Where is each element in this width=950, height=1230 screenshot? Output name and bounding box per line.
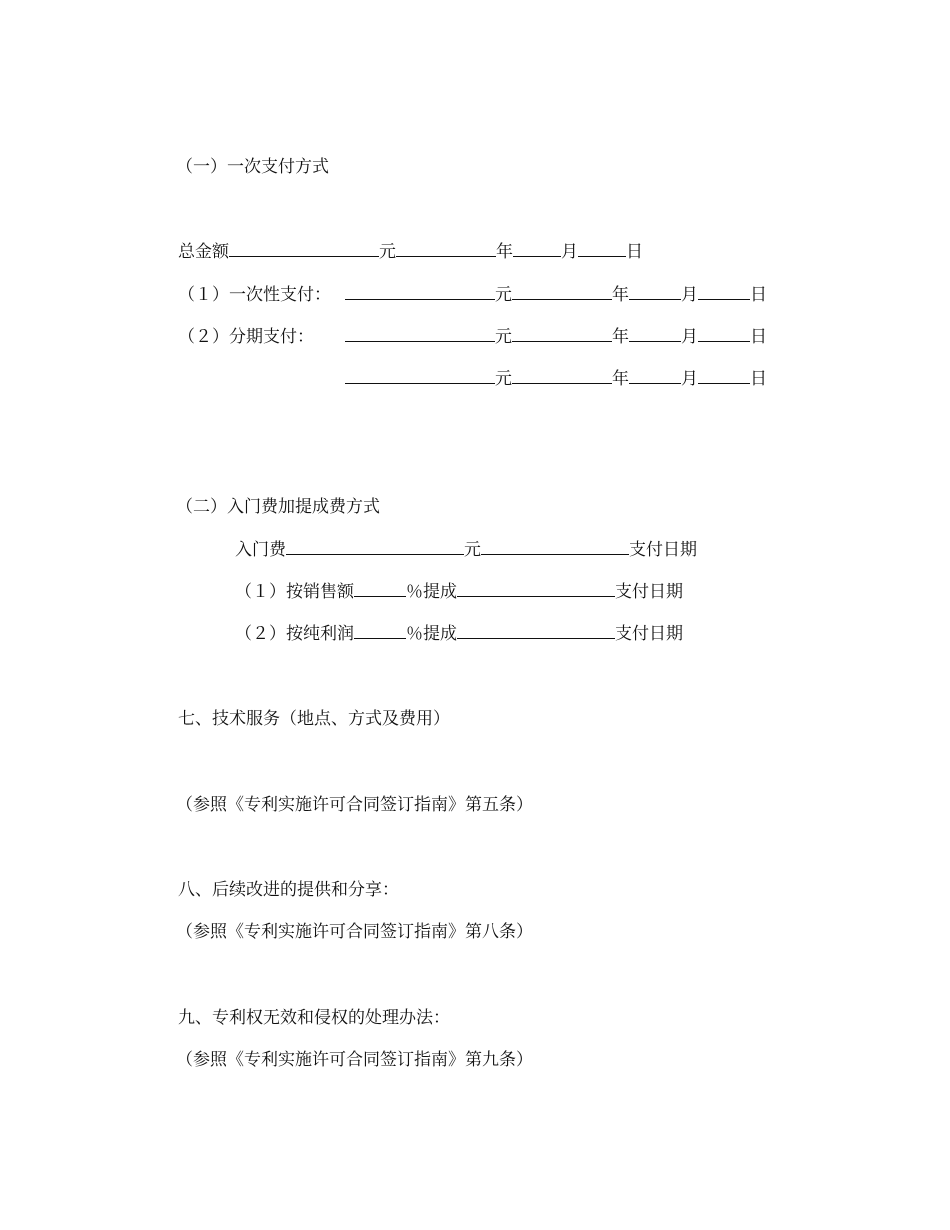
day-blank[interactable] [698,327,750,342]
profit-label: （２）按纯利润 [235,624,354,644]
profit-percent-blank[interactable] [354,624,406,639]
installment-label: （２）分期支付： [178,327,314,347]
day-label: 日 [750,369,767,389]
installment-fields-2 [345,369,767,389]
amount-blank[interactable] [345,327,495,342]
profit-date-blank[interactable] [457,624,615,639]
month-label: 月 [681,327,698,347]
percent-commission-label: ％提成 [406,582,457,602]
year-label: 年 [612,285,629,305]
pay-date-label: 支付日期 [629,540,697,560]
month-blank[interactable] [629,285,681,300]
day-blank[interactable] [698,369,750,384]
yuan-label: 元 [379,242,396,262]
section-one-heading: （一）一次支付方式 [176,157,329,177]
percent-commission-label: ％提成 [406,624,457,644]
article-eight-reference: （参照《专利实施许可合同签订指南》第八条） [176,922,533,942]
day-label: 日 [750,327,767,347]
entry-fee-row [235,540,697,560]
day-label: 日 [626,242,643,262]
day-label: 日 [750,285,767,305]
entry-fee-label: 入门费 [235,540,286,560]
total-amount-label: 总金额 [178,242,229,262]
yuan-label: 元 [464,540,481,560]
sales-label: （１）按销售额 [235,582,354,602]
yuan-label: 元 [495,369,512,389]
section-two-heading: （二）入门费加提成费方式 [176,497,380,517]
article-eight-heading: 八、后续改进的提供和分享： [178,880,399,900]
profit-commission-row [235,624,683,644]
lump-sum-row [178,285,331,305]
month-blank[interactable] [629,327,681,342]
lump-sum-label: （１）一次性支付： [178,285,331,305]
article-nine-heading: 九、专利权无效和侵权的处理办法： [178,1008,450,1028]
month-label: 月 [681,369,698,389]
installment-fields-1 [345,327,767,347]
month-blank[interactable] [513,242,561,257]
total-amount-row [178,242,643,262]
month-label: 月 [681,285,698,305]
year-blank[interactable] [512,327,612,342]
year-blank[interactable] [396,242,496,257]
sales-date-blank[interactable] [457,582,615,597]
yuan-label: 元 [495,327,512,347]
pay-date-label: 支付日期 [615,582,683,602]
pay-date-label: 支付日期 [615,624,683,644]
yuan-label: 元 [495,285,512,305]
day-blank[interactable] [578,242,626,257]
amount-blank[interactable] [345,285,495,300]
year-blank[interactable] [512,369,612,384]
year-label: 年 [612,327,629,347]
month-label: 月 [561,242,578,262]
amount-blank[interactable] [345,369,495,384]
pay-date-blank[interactable] [481,540,629,555]
article-nine-reference: （参照《专利实施许可合同签订指南》第九条） [176,1050,533,1070]
year-blank[interactable] [512,285,612,300]
year-label: 年 [612,369,629,389]
article-seven-reference: （参照《专利实施许可合同签订指南》第五条） [176,795,533,815]
day-blank[interactable] [698,285,750,300]
total-amount-blank[interactable] [229,242,379,257]
month-blank[interactable] [629,369,681,384]
year-label: 年 [496,242,513,262]
installment-row [178,327,314,347]
sales-percent-blank[interactable] [354,582,406,597]
sales-commission-row [235,582,683,602]
lump-sum-fields [345,285,767,305]
entry-fee-blank[interactable] [286,540,464,555]
article-seven-heading: 七、技术服务（地点、方式及费用） [178,709,450,729]
